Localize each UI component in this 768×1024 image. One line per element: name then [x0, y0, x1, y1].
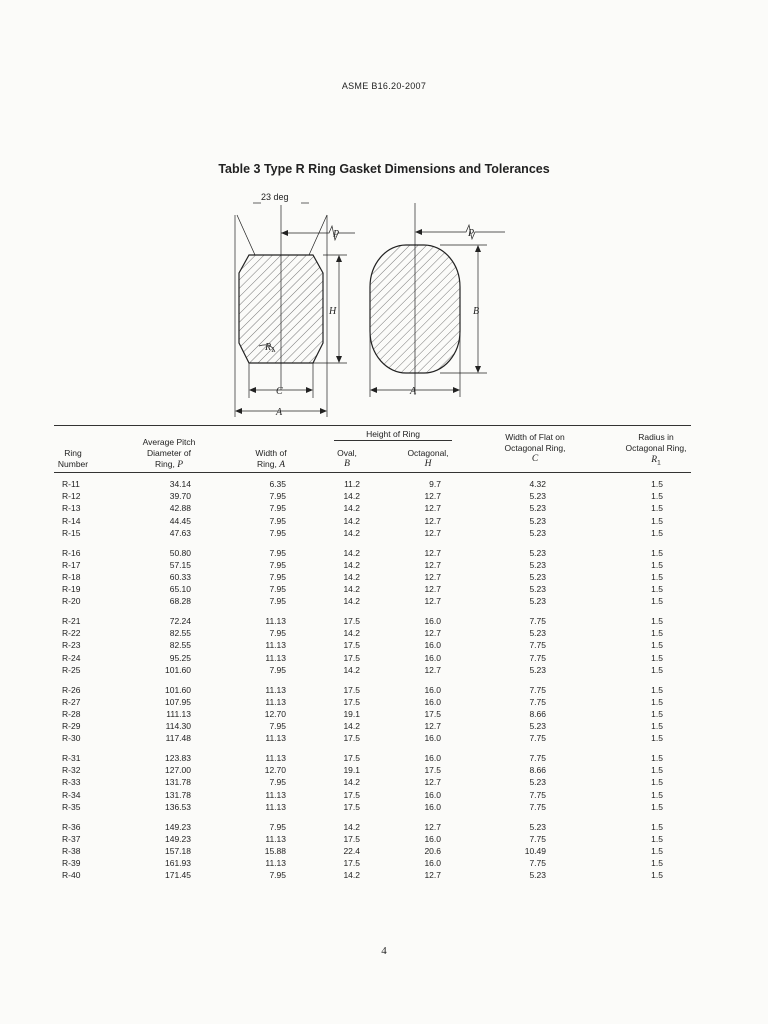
- height-h-label: H: [329, 306, 337, 317]
- oval-height-cell: 17.5: [343, 696, 360, 707]
- octagonal-height-cell: 12.7: [424, 559, 441, 570]
- table-row: [0, 776, 768, 788]
- ring-number-cell: R-35: [62, 801, 81, 812]
- octagonal-height-cell: 16.0: [424, 789, 441, 800]
- average-pitch-diameter-cell: 136.53: [165, 801, 191, 812]
- oval-height-cell: 22.4: [343, 845, 360, 856]
- table-row: [0, 490, 768, 502]
- ring-width-cell: 7.95: [269, 721, 286, 732]
- col-ring-number: Ring Number: [57, 448, 89, 469]
- radius-cell: 1.5: [651, 858, 663, 869]
- oval-height-cell: 14.2: [343, 821, 360, 832]
- page-number: 4: [381, 945, 387, 957]
- ring-width-cell: 11.13: [265, 733, 286, 744]
- ring-number-cell: R-27: [62, 696, 81, 707]
- flat-width-cell: 5.23: [529, 559, 546, 570]
- ring-width-cell: 11.13: [265, 801, 286, 812]
- octagonal-height-cell: 16.0: [424, 640, 441, 651]
- average-pitch-diameter-cell: 149.23: [165, 833, 191, 844]
- octagonal-height-cell: 16.0: [424, 733, 441, 744]
- octagonal-height-cell: 16.0: [424, 833, 441, 844]
- flat-width-cell: 5.23: [529, 596, 546, 607]
- octagonal-height-cell: 12.7: [424, 870, 441, 881]
- ring-width-cell: 7.95: [269, 584, 286, 595]
- octagonal-height-cell: 12.7: [424, 503, 441, 514]
- ring-width-cell: 7.95: [269, 628, 286, 639]
- flat-width-cell: 5.23: [529, 571, 546, 582]
- radius-cell: 1.5: [651, 696, 663, 707]
- table-row: [0, 857, 768, 869]
- radius-cell: 1.5: [651, 833, 663, 844]
- ring-number-cell: R-23: [62, 640, 81, 651]
- width-a-label-left: A: [276, 407, 283, 418]
- col-width-of-flat: Width of Flat on Octagonal Ring, C: [504, 432, 566, 464]
- average-pitch-diameter-cell: 157.18: [165, 845, 191, 856]
- radius-cell: 1.5: [651, 584, 663, 595]
- radius-cell: 1.5: [651, 789, 663, 800]
- ring-width-cell: 7.95: [269, 821, 286, 832]
- ring-number-cell: R-11: [62, 479, 80, 489]
- average-pitch-diameter-cell: 171.45: [165, 870, 191, 881]
- row-group: [0, 752, 768, 821]
- octagonal-height-cell: 16.0: [424, 753, 441, 763]
- ring-number-cell: R-28: [62, 708, 81, 719]
- ring-width-cell: 7.95: [269, 571, 286, 582]
- table-row: [0, 515, 768, 527]
- ring-number-cell: R-24: [62, 652, 81, 663]
- octagonal-height-cell: 12.7: [424, 721, 441, 732]
- table-row: [0, 821, 768, 833]
- gasket-cross-section-figure: [215, 185, 520, 425]
- oval-ring-section: [370, 203, 505, 397]
- col-oval-b: Oval, B: [337, 448, 357, 469]
- average-pitch-diameter-cell: 161.93: [165, 858, 191, 869]
- oval-height-cell: 14.2: [343, 547, 360, 558]
- ring-number-cell: R-34: [62, 789, 81, 800]
- ring-width-cell: 11.13: [265, 684, 286, 695]
- flat-width-c-label: C: [276, 386, 283, 397]
- flat-width-cell: 7.75: [529, 652, 546, 663]
- ring-number-cell: R-12: [62, 491, 81, 502]
- table-row: [0, 845, 768, 857]
- radius-cell: 1.5: [651, 753, 663, 763]
- table-header-bottom-rule: [54, 472, 691, 473]
- radius-cell: 1.5: [651, 479, 663, 489]
- table-row: [0, 559, 768, 571]
- oval-height-cell: 17.5: [343, 753, 360, 763]
- pitch-label-left: P: [333, 229, 340, 240]
- radius-cell: 1.5: [651, 616, 663, 626]
- col-octagonal-h: Octagonal, H: [407, 448, 449, 469]
- average-pitch-diameter-cell: 82.55: [169, 628, 191, 639]
- radius-cell: 1.5: [651, 491, 663, 502]
- ring-number-cell: R-39: [62, 858, 81, 869]
- octagonal-height-cell: 17.5: [424, 708, 441, 719]
- flat-width-cell: 5.23: [529, 515, 546, 526]
- average-pitch-diameter-cell: 42.88: [169, 503, 191, 514]
- ring-number-cell: R-15: [62, 527, 81, 538]
- radius-cell: 1.5: [651, 640, 663, 651]
- ring-width-cell: 11.13: [265, 616, 286, 626]
- flat-width-cell: 5.23: [529, 628, 546, 639]
- flat-width-cell: 7.75: [529, 696, 546, 707]
- average-pitch-diameter-cell: 107.95: [165, 696, 191, 707]
- flat-width-cell: 7.75: [529, 801, 546, 812]
- octagonal-height-cell: 12.7: [424, 527, 441, 538]
- table-row: [0, 732, 768, 744]
- oval-height-cell: 17.5: [343, 684, 360, 695]
- table-row: [0, 627, 768, 639]
- ring-number-cell: R-13: [62, 503, 81, 514]
- oval-height-cell: 19.1: [343, 708, 360, 719]
- angle-label: 23 deg: [261, 192, 289, 202]
- radius-cell: 1.5: [651, 559, 663, 570]
- ring-width-cell: 11.13: [265, 789, 286, 800]
- table-row: [0, 478, 768, 490]
- radius-r1-label: $R_1$: [265, 342, 275, 354]
- octagonal-height-cell: 12.7: [424, 664, 441, 675]
- radius-cell: 1.5: [651, 503, 663, 514]
- table-top-rule: [54, 425, 691, 426]
- table-row: [0, 696, 768, 708]
- radius-cell: 1.5: [651, 652, 663, 663]
- flat-width-cell: 10.49: [524, 845, 546, 856]
- ring-number-cell: R-26: [62, 684, 81, 695]
- oval-height-cell: 17.5: [343, 733, 360, 744]
- oval-height-cell: 14.2: [343, 628, 360, 639]
- radius-cell: 1.5: [651, 801, 663, 812]
- average-pitch-diameter-cell: 101.60: [165, 684, 191, 695]
- ring-width-cell: 11.13: [265, 858, 286, 869]
- octagonal-height-cell: 16.0: [424, 858, 441, 869]
- oval-height-cell: 19.1: [343, 765, 360, 776]
- flat-width-cell: 8.66: [529, 765, 546, 776]
- flat-width-cell: 7.75: [529, 753, 546, 763]
- table-row: [0, 571, 768, 583]
- ring-number-cell: R-31: [62, 753, 81, 763]
- ring-width-cell: 15.88: [264, 845, 286, 856]
- flat-width-cell: 7.75: [529, 858, 546, 869]
- ring-width-cell: 7.95: [269, 559, 286, 570]
- ring-width-cell: 7.95: [269, 503, 286, 514]
- average-pitch-diameter-cell: 34.14: [169, 479, 191, 489]
- flat-width-cell: 4.32: [529, 479, 546, 489]
- ring-number-cell: R-18: [62, 571, 81, 582]
- table-row: [0, 764, 768, 776]
- ring-number-cell: R-29: [62, 721, 81, 732]
- flat-width-cell: 7.75: [529, 684, 546, 695]
- ring-width-cell: 11.13: [265, 652, 286, 663]
- col-width-of-ring: Width of Ring, A: [255, 448, 287, 470]
- average-pitch-diameter-cell: 117.48: [165, 733, 191, 744]
- flat-width-cell: 5.23: [529, 870, 546, 881]
- ring-number-cell: R-30: [62, 733, 81, 744]
- average-pitch-diameter-cell: 149.23: [165, 821, 191, 832]
- ring-width-cell: 7.95: [269, 664, 286, 675]
- flat-width-cell: 5.23: [529, 721, 546, 732]
- octagonal-height-cell: 12.7: [424, 584, 441, 595]
- radius-cell: 1.5: [651, 596, 663, 607]
- table-row: [0, 684, 768, 696]
- octagonal-height-cell: 12.7: [424, 571, 441, 582]
- average-pitch-diameter-cell: 123.83: [165, 753, 191, 763]
- ring-number-cell: R-25: [62, 664, 81, 675]
- flat-width-cell: 5.23: [529, 777, 546, 788]
- octagonal-height-cell: 12.7: [424, 596, 441, 607]
- table-row: [0, 752, 768, 764]
- oval-height-cell: 14.2: [343, 596, 360, 607]
- oval-height-cell: 14.2: [343, 527, 360, 538]
- average-pitch-diameter-cell: 127.00: [165, 765, 191, 776]
- flat-width-cell: 5.23: [529, 503, 546, 514]
- ring-number-cell: R-20: [62, 596, 81, 607]
- average-pitch-diameter-cell: 131.78: [165, 777, 191, 788]
- octagonal-height-cell: 17.5: [424, 765, 441, 776]
- oval-height-cell: 17.5: [343, 616, 360, 626]
- radius-cell: 1.5: [651, 821, 663, 832]
- ring-number-cell: R-37: [62, 833, 81, 844]
- radius-cell: 1.5: [651, 765, 663, 776]
- ring-number-cell: R-16: [62, 547, 81, 558]
- average-pitch-diameter-cell: 82.55: [169, 640, 191, 651]
- average-pitch-diameter-cell: 95.25: [169, 652, 191, 663]
- pitch-label-right: P: [468, 228, 475, 239]
- oval-height-cell: 17.5: [343, 833, 360, 844]
- flat-width-cell: 5.23: [529, 547, 546, 558]
- table-row: [0, 502, 768, 514]
- oval-height-cell: 14.2: [343, 491, 360, 502]
- flat-width-cell: 7.75: [529, 733, 546, 744]
- table-row: [0, 869, 768, 881]
- row-group: [0, 478, 768, 547]
- oval-height-cell: 14.2: [343, 584, 360, 595]
- average-pitch-diameter-cell: 60.33: [169, 571, 191, 582]
- width-a-label-right: A: [410, 386, 417, 397]
- ring-number-cell: R-40: [62, 870, 81, 881]
- average-pitch-diameter-cell: 114.30: [165, 721, 191, 732]
- octagonal-height-cell: 12.7: [424, 777, 441, 788]
- average-pitch-diameter-cell: 65.10: [169, 584, 191, 595]
- ring-number-cell: R-19: [62, 584, 81, 595]
- radius-cell: 1.5: [651, 515, 663, 526]
- ring-number-cell: R-21: [62, 616, 81, 626]
- octagonal-height-cell: 12.7: [424, 491, 441, 502]
- octagonal-height-cell: 12.7: [424, 547, 441, 558]
- ring-width-cell: 12.70: [264, 765, 286, 776]
- table-row: [0, 789, 768, 801]
- radius-cell: 1.5: [651, 721, 663, 732]
- table-row: [0, 595, 768, 607]
- flat-width-cell: 5.23: [529, 584, 546, 595]
- ring-number-cell: R-14: [62, 515, 81, 526]
- average-pitch-diameter-cell: 72.24: [169, 616, 191, 626]
- radius-cell: 1.5: [651, 870, 663, 881]
- table-row: [0, 652, 768, 664]
- ring-number-cell: R-33: [62, 777, 81, 788]
- octagonal-height-cell: 16.0: [424, 696, 441, 707]
- table-row: [0, 720, 768, 732]
- oval-height-cell: 17.5: [343, 789, 360, 800]
- flat-width-cell: 7.75: [529, 789, 546, 800]
- ring-width-cell: 7.95: [269, 515, 286, 526]
- average-pitch-diameter-cell: 50.80: [169, 547, 191, 558]
- table-row: [0, 583, 768, 595]
- radius-cell: 1.5: [651, 571, 663, 582]
- oval-height-cell: 14.2: [343, 721, 360, 732]
- octagonal-height-cell: 9.7: [429, 479, 441, 489]
- oval-height-cell: 14.2: [343, 870, 360, 881]
- ring-width-cell: 7.95: [269, 777, 286, 788]
- table-row: [0, 801, 768, 813]
- flat-width-cell: 5.23: [529, 664, 546, 675]
- table-row: [0, 615, 768, 627]
- radius-cell: 1.5: [651, 527, 663, 538]
- oval-height-cell: 14.2: [343, 515, 360, 526]
- row-group: [0, 547, 768, 616]
- radius-cell: 1.5: [651, 708, 663, 719]
- oval-height-cell: 11.2: [344, 479, 360, 489]
- oval-height-cell: 14.2: [343, 503, 360, 514]
- ring-number-cell: R-32: [62, 765, 81, 776]
- average-pitch-diameter-cell: 101.60: [165, 664, 191, 675]
- table-row: [0, 664, 768, 676]
- table-row: [0, 639, 768, 651]
- average-pitch-diameter-cell: 68.28: [169, 596, 191, 607]
- height-b-label: B: [473, 306, 480, 317]
- octagonal-height-cell: 16.0: [424, 801, 441, 812]
- ring-width-cell: 11.13: [265, 833, 286, 844]
- radius-cell: 1.5: [651, 628, 663, 639]
- radius-cell: 1.5: [651, 845, 663, 856]
- ring-width-cell: 11.13: [265, 640, 286, 651]
- row-group: [0, 615, 768, 684]
- flat-width-cell: 7.75: [529, 616, 546, 626]
- height-group-rule: [334, 440, 452, 441]
- table-title: Table 3 Type R Ring Gasket Dimensions and Tolerances: [218, 162, 550, 176]
- document-header: ASME B16.20-2007: [341, 81, 427, 91]
- ring-width-cell: 7.95: [269, 491, 286, 502]
- average-pitch-diameter-cell: 111.13: [166, 708, 191, 719]
- radius-cell: 1.5: [651, 684, 663, 695]
- oval-height-cell: 17.5: [343, 801, 360, 812]
- col-average-pitch: Average Pitch Diameter of Ring, P: [142, 437, 196, 470]
- radius-cell: 1.5: [651, 777, 663, 788]
- ring-number-cell: R-22: [62, 628, 81, 639]
- ring-width-cell: 7.95: [269, 870, 286, 881]
- radius-cell: 1.5: [651, 733, 663, 744]
- ring-width-cell: 11.13: [265, 696, 286, 707]
- oval-height-cell: 14.2: [343, 777, 360, 788]
- octagonal-height-cell: 12.7: [424, 821, 441, 832]
- table-row: [0, 833, 768, 845]
- ring-number-cell: R-17: [62, 559, 81, 570]
- radius-cell: 1.5: [651, 664, 663, 675]
- flat-width-cell: 7.75: [529, 833, 546, 844]
- radius-cell: 1.5: [651, 547, 663, 558]
- octagonal-height-cell: 16.0: [424, 684, 441, 695]
- ring-width-cell: 11.13: [265, 753, 286, 763]
- flat-width-cell: 5.23: [529, 821, 546, 832]
- ring-number-cell: R-38: [62, 845, 81, 856]
- average-pitch-diameter-cell: 57.15: [169, 559, 191, 570]
- oval-height-cell: 14.2: [343, 559, 360, 570]
- octagonal-ring-section: [235, 192, 355, 418]
- table-row: [0, 547, 768, 559]
- average-pitch-diameter-cell: 44.45: [169, 515, 191, 526]
- ring-width-cell: 12.70: [264, 708, 286, 719]
- oval-height-cell: 17.5: [343, 640, 360, 651]
- flat-width-cell: 7.75: [529, 640, 546, 651]
- average-pitch-diameter-cell: 47.63: [169, 527, 191, 538]
- ring-width-cell: 6.35: [269, 479, 286, 489]
- octagonal-height-cell: 12.7: [424, 515, 441, 526]
- flat-width-cell: 5.23: [529, 527, 546, 538]
- row-group: [0, 684, 768, 753]
- col-height-of-ring-group: Height of Ring: [366, 429, 420, 439]
- ring-width-cell: 7.95: [269, 527, 286, 538]
- oval-height-cell: 17.5: [343, 652, 360, 663]
- flat-width-cell: 8.66: [529, 708, 546, 719]
- oval-height-cell: 14.2: [343, 571, 360, 582]
- table-row: [0, 708, 768, 720]
- table-row: [0, 527, 768, 539]
- average-pitch-diameter-cell: 131.78: [165, 789, 191, 800]
- octagonal-height-cell: 16.0: [424, 616, 441, 626]
- oval-height-cell: 14.2: [343, 664, 360, 675]
- ring-width-cell: 7.95: [269, 547, 286, 558]
- octagonal-height-cell: 12.7: [424, 628, 441, 639]
- flat-width-cell: 5.23: [529, 491, 546, 502]
- table-body: [0, 478, 768, 889]
- oval-height-cell: 17.5: [343, 858, 360, 869]
- octagonal-height-cell: 20.6: [424, 845, 441, 856]
- octagonal-height-cell: 16.0: [424, 652, 441, 663]
- col-radius-r1: Radius in Octagonal Ring, $R_1$: [625, 432, 687, 467]
- row-group: [0, 821, 768, 890]
- ring-width-cell: 7.95: [269, 596, 286, 607]
- average-pitch-diameter-cell: 39.70: [169, 491, 191, 502]
- ring-number-cell: R-36: [62, 821, 81, 832]
